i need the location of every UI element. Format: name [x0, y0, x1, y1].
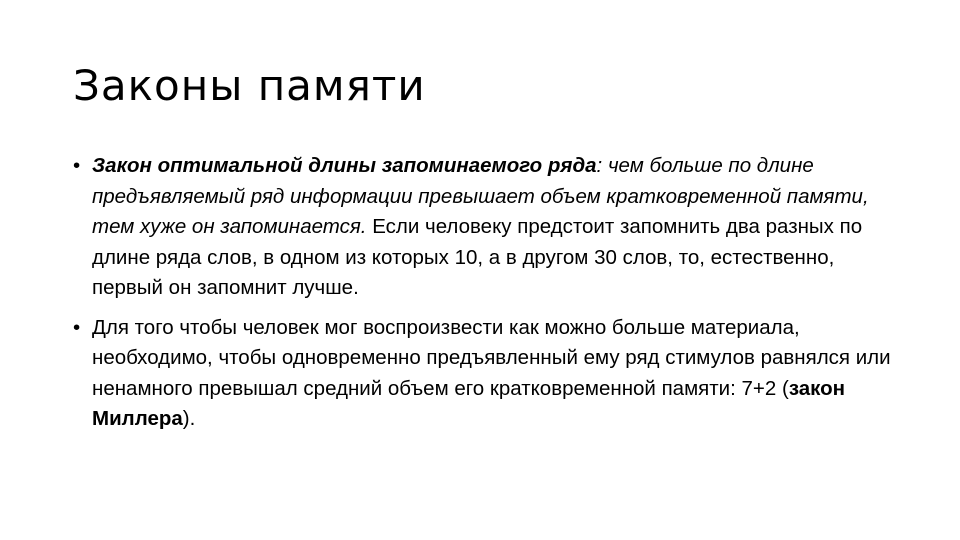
law-example: Если человеку предстоит запомнить два разных по длине ряда слов, в одном из которых 10, а в другом 30 слов, то, естественно, первый он запомнит лучше. — [92, 215, 863, 299]
miller-text: Для того чтобы человек мог воспроизвести как можно больше материала, необходимо, чтобы одновременно предъявленный ему ряд стимулов равнялся или ненамного превышал средний объем его кратковременной памяти: 7+2 ( — [92, 315, 891, 400]
bullet-item-memory-length-law — [73, 151, 893, 304]
bullet-marker: • — [73, 154, 81, 177]
law-definition: чем больше по длине предъявляемый ряд информации превышает объем кратковременной памяти, тем хуже он запоминается. — [92, 154, 869, 238]
law-term: Закон оптимальной длины запоминаемого ряда — [92, 154, 597, 177]
bullet-list — [73, 151, 893, 435]
law-colon: : — [596, 154, 603, 177]
miller-tail: ). — [182, 407, 196, 430]
miller-law-name: закон Миллера — [92, 376, 846, 430]
bullet-item-miller-law — [73, 313, 893, 435]
bullet-marker: • — [73, 315, 81, 339]
slide-title: Законы памяти — [73, 61, 426, 110]
